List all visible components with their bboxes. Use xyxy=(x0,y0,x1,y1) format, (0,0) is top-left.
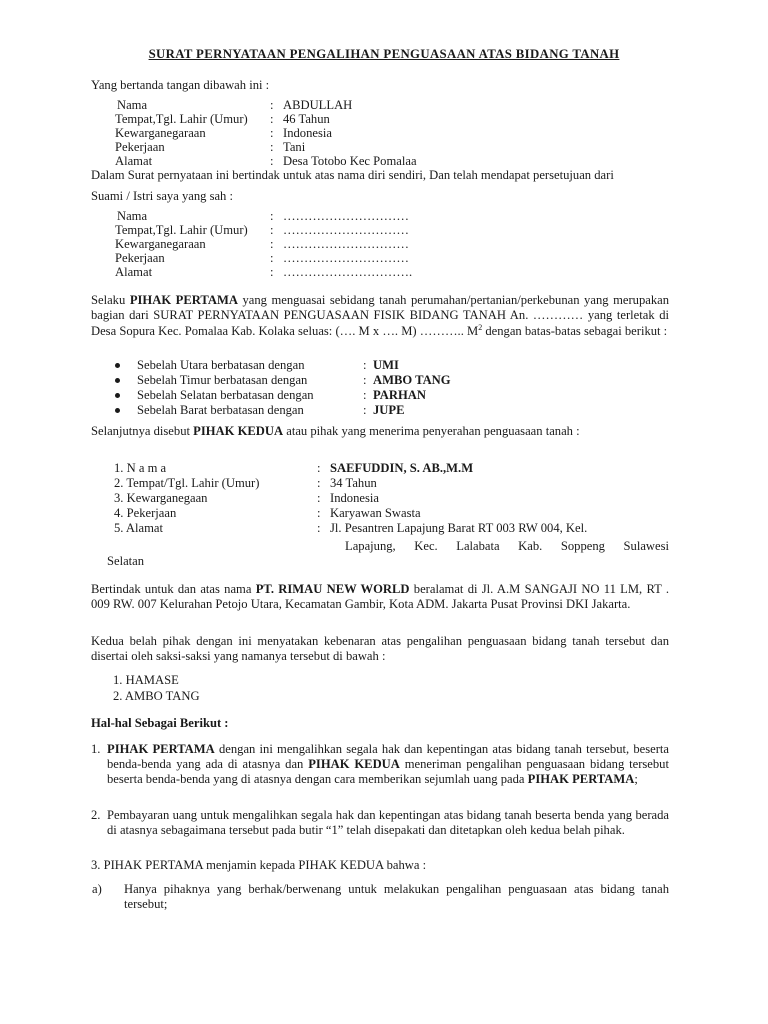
selaku-pre: Selaku xyxy=(91,293,126,307)
row-value: Desa Totobo Kec Pomalaa xyxy=(283,154,417,168)
border-label: Sebelah Selatan berbatasan dengan xyxy=(137,388,314,402)
row-label: Tempat,Tgl. Lahir (Umur) xyxy=(115,112,248,126)
item1-paragraph xyxy=(107,742,669,788)
consent-line-1: Dalam Surat pernyataan ini bertindak untuk atas nama diri sendiri, Dan telah mendapat persetujuan dari xyxy=(91,168,614,182)
row-value: SAEFUDDIN, S. AB.,M.M xyxy=(330,461,474,475)
row-label: 3. Kewarganegaan xyxy=(114,491,208,505)
row-label: 4. Pekerjaan xyxy=(114,506,177,520)
item1-text-2: meneriman pengalihan penguasaan bidang tersebut beserta benda-benda yang di atasnya dengan cara memberikan sejumlah uang pada xyxy=(107,757,669,787)
item2-paragraph: Pembayaran uang untuk mengalihkan segala hak dan kepentingan atas bidang tanah beserta benda yang berada di atasnya sebagaimana tersebut pada butir “1” telah disepakati dan ditetapkan oleh kedua belah pihak. xyxy=(107,808,669,838)
bullet-icon xyxy=(115,378,120,383)
row-sep: : xyxy=(270,209,274,223)
item1-number: 1. xyxy=(91,742,101,756)
row-sep: : xyxy=(270,126,274,140)
item1-bold-3: PIHAK PERTAMA xyxy=(527,772,635,787)
row-sep: : xyxy=(317,476,321,490)
row-label: Nama xyxy=(117,209,148,223)
row-sep: : xyxy=(270,265,274,279)
row-sep: : xyxy=(270,98,274,112)
witness-item: 1. HAMASE xyxy=(113,673,179,687)
selanjutnya-pre: Selanjutnya disebut xyxy=(91,424,190,438)
party2-address-cont: Lapajung, Kec. Lalabata Kab. Soppeng Sulawesi xyxy=(345,539,669,553)
area-unit-sup: 2 xyxy=(478,322,483,332)
item1-bold-2: PIHAK KEDUA xyxy=(308,757,400,772)
selaku-body: yang menguasai sebidang tanah perumahan/pertanian/perkebunan yang merupakan bagian dari SURAT PERNYATAAN PENGUASAAN FISIK BIDANG TANAH An. ………… yang terletak di Desa Sopura Kec. Pomalaa Kab. Kolaka seluas: (…. M x …. M) ……….. M xyxy=(91,293,670,338)
row-sep: : xyxy=(270,251,274,265)
row-sep: : xyxy=(317,521,321,535)
row-label: Kewarganegaraan xyxy=(115,126,206,140)
bertindak-body: beralamat di Jl. A.M SANGAJI NO 11 LM, RT . 009 RW. 007 Kelurahan Petojo Utara, Kecamatan Gambir, Kota ADM. Jakarta Pusat Provinsi DKI Jakarta. xyxy=(91,582,669,612)
row-label: Alamat xyxy=(115,265,153,279)
border-value: JUPE xyxy=(373,403,405,417)
item3-line: 3. PIHAK PERTAMA menjamin kepada PIHAK KEDUA bahwa : xyxy=(91,858,427,872)
company-name: PT. RIMAU NEW WORLD xyxy=(255,582,410,596)
row-value: …………………………. xyxy=(283,265,413,279)
consent-line-2: Suami / Istri saya yang sah : xyxy=(91,189,234,203)
row-value: 46 Tahun xyxy=(283,112,330,126)
item3a-paragraph: Hanya pihaknya yang berhak/berwenang untuk melakukan pengalihan penguasaan atas bidang tanah tersebut; xyxy=(124,882,669,912)
bertindak-pre: Bertindak untuk dan atas nama xyxy=(91,582,252,596)
row-sep: : xyxy=(270,140,274,154)
item1-text-3: ; xyxy=(634,772,638,787)
selaku-paragraph xyxy=(91,293,669,339)
selanjutnya-body: atau pihak yang menerima penyerahan penguasaan tanah : xyxy=(286,424,580,438)
row-value: 34 Tahun xyxy=(330,476,377,490)
row-value: ………………………… xyxy=(283,251,409,265)
item1-text-1: dengan ini mengalihkan segala hak dan kepentingan atas bidang tanah tersebut, beserta benda-benda yang ada di atasnya dan xyxy=(107,742,669,772)
row-label: 5. Alamat xyxy=(114,521,163,535)
border-value: UMI xyxy=(373,358,399,372)
bullet-icon xyxy=(115,408,120,413)
item2-number: 2. xyxy=(91,808,101,822)
selaku-tail: dengan batas-batas sebagai berikut : xyxy=(485,323,668,338)
row-label: 2. Tempat/Tgl. Lahir (Umur) xyxy=(114,476,260,490)
row-value: Tani xyxy=(283,140,306,154)
item1-bold-1: PIHAK PERTAMA xyxy=(107,742,215,756)
pihak-kedua-label: PIHAK KEDUA xyxy=(193,424,284,438)
row-label: Tempat,Tgl. Lahir (Umur) xyxy=(115,223,248,237)
party2-address-end: Selatan xyxy=(107,554,145,568)
bullet-icon xyxy=(115,393,120,398)
row-value: Karyawan Swasta xyxy=(330,506,421,520)
row-label: Kewarganegaraan xyxy=(115,237,206,251)
row-label: Nama xyxy=(117,98,148,112)
row-value: Jl. Pesantren Lapajung Barat RT 003 RW 004, Kel. xyxy=(330,521,588,535)
document-title: SURAT PERNYATAAN PENGALIHAN PENGUASAAN ATAS BIDANG TANAH xyxy=(148,47,620,61)
border-sep: : xyxy=(363,373,367,387)
row-sep: : xyxy=(270,237,274,251)
row-value: ABDULLAH xyxy=(283,98,353,112)
section-heading: Hal-hal Sebagai Berikut : xyxy=(91,716,229,730)
row-value: ………………………… xyxy=(283,237,409,251)
bertindak-paragraph xyxy=(91,582,669,613)
row-label: Pekerjaan xyxy=(115,140,165,154)
row-value: ………………………… xyxy=(283,209,409,223)
row-value: ………………………… xyxy=(283,223,409,237)
row-label: 1. N a m a xyxy=(114,461,167,475)
selanjutnya-paragraph xyxy=(91,424,669,439)
row-sep: : xyxy=(270,223,274,237)
intro-line: Yang bertanda tangan dibawah ini : xyxy=(91,78,270,92)
row-label: Alamat xyxy=(115,154,153,168)
row-label: Pekerjaan xyxy=(115,251,165,265)
border-label: Sebelah Utara berbatasan dengan xyxy=(137,358,305,372)
border-sep: : xyxy=(363,403,367,417)
border-sep: : xyxy=(363,388,367,402)
bullet-icon xyxy=(115,363,120,368)
row-sep: : xyxy=(270,154,274,168)
border-label: Sebelah Barat berbatasan dengan xyxy=(137,403,304,417)
item3a-number: a) xyxy=(92,882,102,896)
border-value: PARHAN xyxy=(373,388,426,402)
pihak-pertama-label: PIHAK PERTAMA xyxy=(129,293,238,307)
witness-item: 2. AMBO TANG xyxy=(113,689,200,703)
row-sep: : xyxy=(270,112,274,126)
row-value: Indonesia xyxy=(330,491,379,505)
row-sep: : xyxy=(317,491,321,505)
row-sep: : xyxy=(317,461,321,475)
border-sep: : xyxy=(363,358,367,372)
row-value: Indonesia xyxy=(283,126,332,140)
border-label: Sebelah Timur berbatasan dengan xyxy=(137,373,308,387)
row-sep: : xyxy=(317,506,321,520)
border-value: AMBO TANG xyxy=(373,373,451,387)
kedua-belah-paragraph: Kedua belah pihak dengan ini menyatakan kebenaran atas pengalihan penguasaan bidang tanah tersebut dan disertai oleh saksi-saksi yang namanya tersebut di bawah : xyxy=(91,634,669,664)
